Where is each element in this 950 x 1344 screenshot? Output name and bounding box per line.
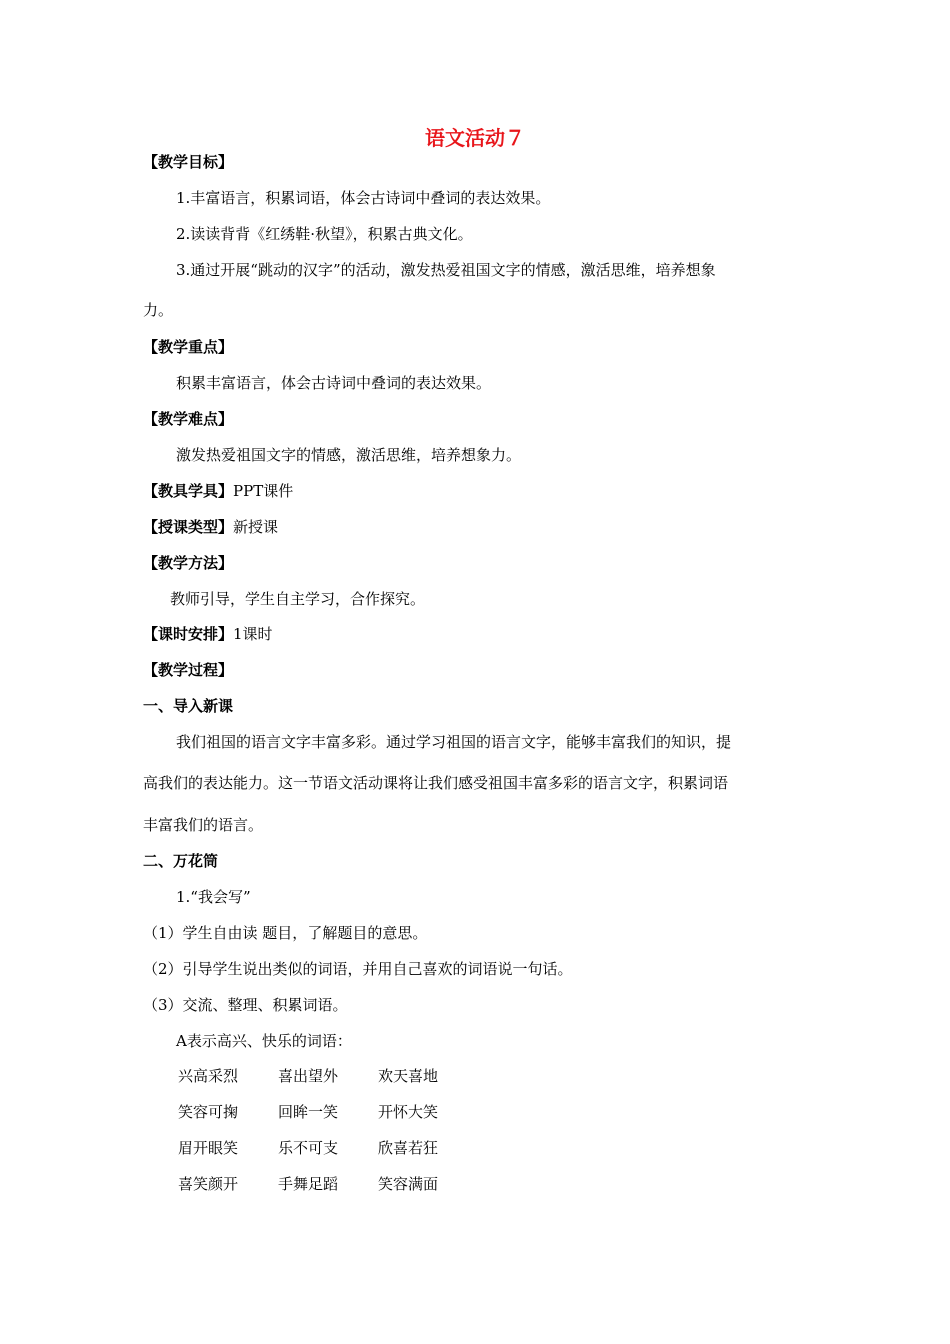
section2-step: （2）引导学生说出类似的词语，并用自己喜欢的词语说一句话。 (143, 960, 573, 978)
objective-item: 3.通过开展“跳动的汉字”的活动，激发热爱祖国文字的情感，激活思维，培养想象 (176, 261, 716, 279)
section2-step: （1）学生自由读 题目，了解题目的意思。 (143, 924, 428, 942)
objectives-heading: 【教学目标】 (143, 153, 234, 171)
word: 欢天喜地 (378, 1067, 439, 1085)
word: 笑容可掬 (178, 1103, 239, 1121)
process-heading: 【教学过程】 (143, 661, 234, 679)
objective-item: 1.丰富语言，积累词语，体会古诗词中叠词的表达效果。 (176, 189, 551, 207)
section2-step: （3）交流、整理、积累词语。 (143, 996, 348, 1014)
word: 欣喜若狂 (378, 1139, 439, 1157)
word: 手舞足蹈 (278, 1175, 339, 1193)
objective-item-continuation: 力。 (143, 301, 174, 319)
word: 兴高采烈 (178, 1067, 239, 1085)
section1-paragraph-line: 丰富我们的语言。 (143, 816, 264, 834)
focus-text: 积累丰富语言，体会古诗词中叠词的表达效果。 (176, 374, 492, 392)
method-heading: 【教学方法】 (143, 554, 234, 572)
word: 回眸一笑 (278, 1103, 339, 1121)
schedule-line (143, 623, 273, 645)
focus-heading: 【教学重点】 (143, 338, 234, 356)
lesson-type-heading: 【授课类型】 (143, 518, 234, 536)
difficulty-text: 激发热爱祖国文字的情感，激活思维，培养想象力。 (176, 446, 522, 464)
word-group-a-label: A表示高兴、快乐的词语： (176, 1032, 352, 1050)
section1-heading: 一、导入新课 (143, 697, 234, 715)
tools-line (143, 480, 293, 502)
objective-item: 2.读读背背《红绣鞋·秋望》，积累古典文化。 (176, 225, 473, 243)
section1-paragraph-line: 我们祖国的语言文字丰富多彩。通过学习祖国的语言文字，能够丰富我们的知识，提 (176, 733, 732, 751)
word: 乐不可支 (278, 1139, 339, 1157)
document-title: 语文活动７ (425, 126, 525, 150)
lesson-type-text: 新授课 (233, 518, 279, 536)
word: 喜出望外 (278, 1067, 339, 1085)
section2-item: 1.“我会写” (176, 888, 251, 906)
word: 笑容满面 (378, 1175, 439, 1193)
word-row (178, 1173, 438, 1195)
tools-text: PPT课件 (233, 482, 294, 500)
section2-heading: 二、万花筒 (143, 852, 219, 870)
method-text: 教师引导，学生自主学习，合作探究。 (170, 590, 426, 608)
word-row (178, 1137, 438, 1159)
word: 开怀大笑 (378, 1103, 439, 1121)
schedule-text: 1课时 (233, 625, 273, 643)
word-row (178, 1101, 438, 1123)
difficulty-heading: 【教学难点】 (143, 410, 234, 428)
word: 眉开眼笑 (178, 1139, 239, 1157)
lesson-type-line (143, 516, 278, 538)
tools-heading: 【教具学具】 (143, 482, 234, 500)
schedule-heading: 【课时安排】 (143, 625, 234, 643)
word-row (178, 1065, 438, 1087)
word: 喜笑颜开 (178, 1175, 239, 1193)
section1-paragraph-line: 高我们的表达能力。这一节语文活动课将让我们感受祖国丰富多彩的语言文字，积累词语 (143, 774, 729, 792)
